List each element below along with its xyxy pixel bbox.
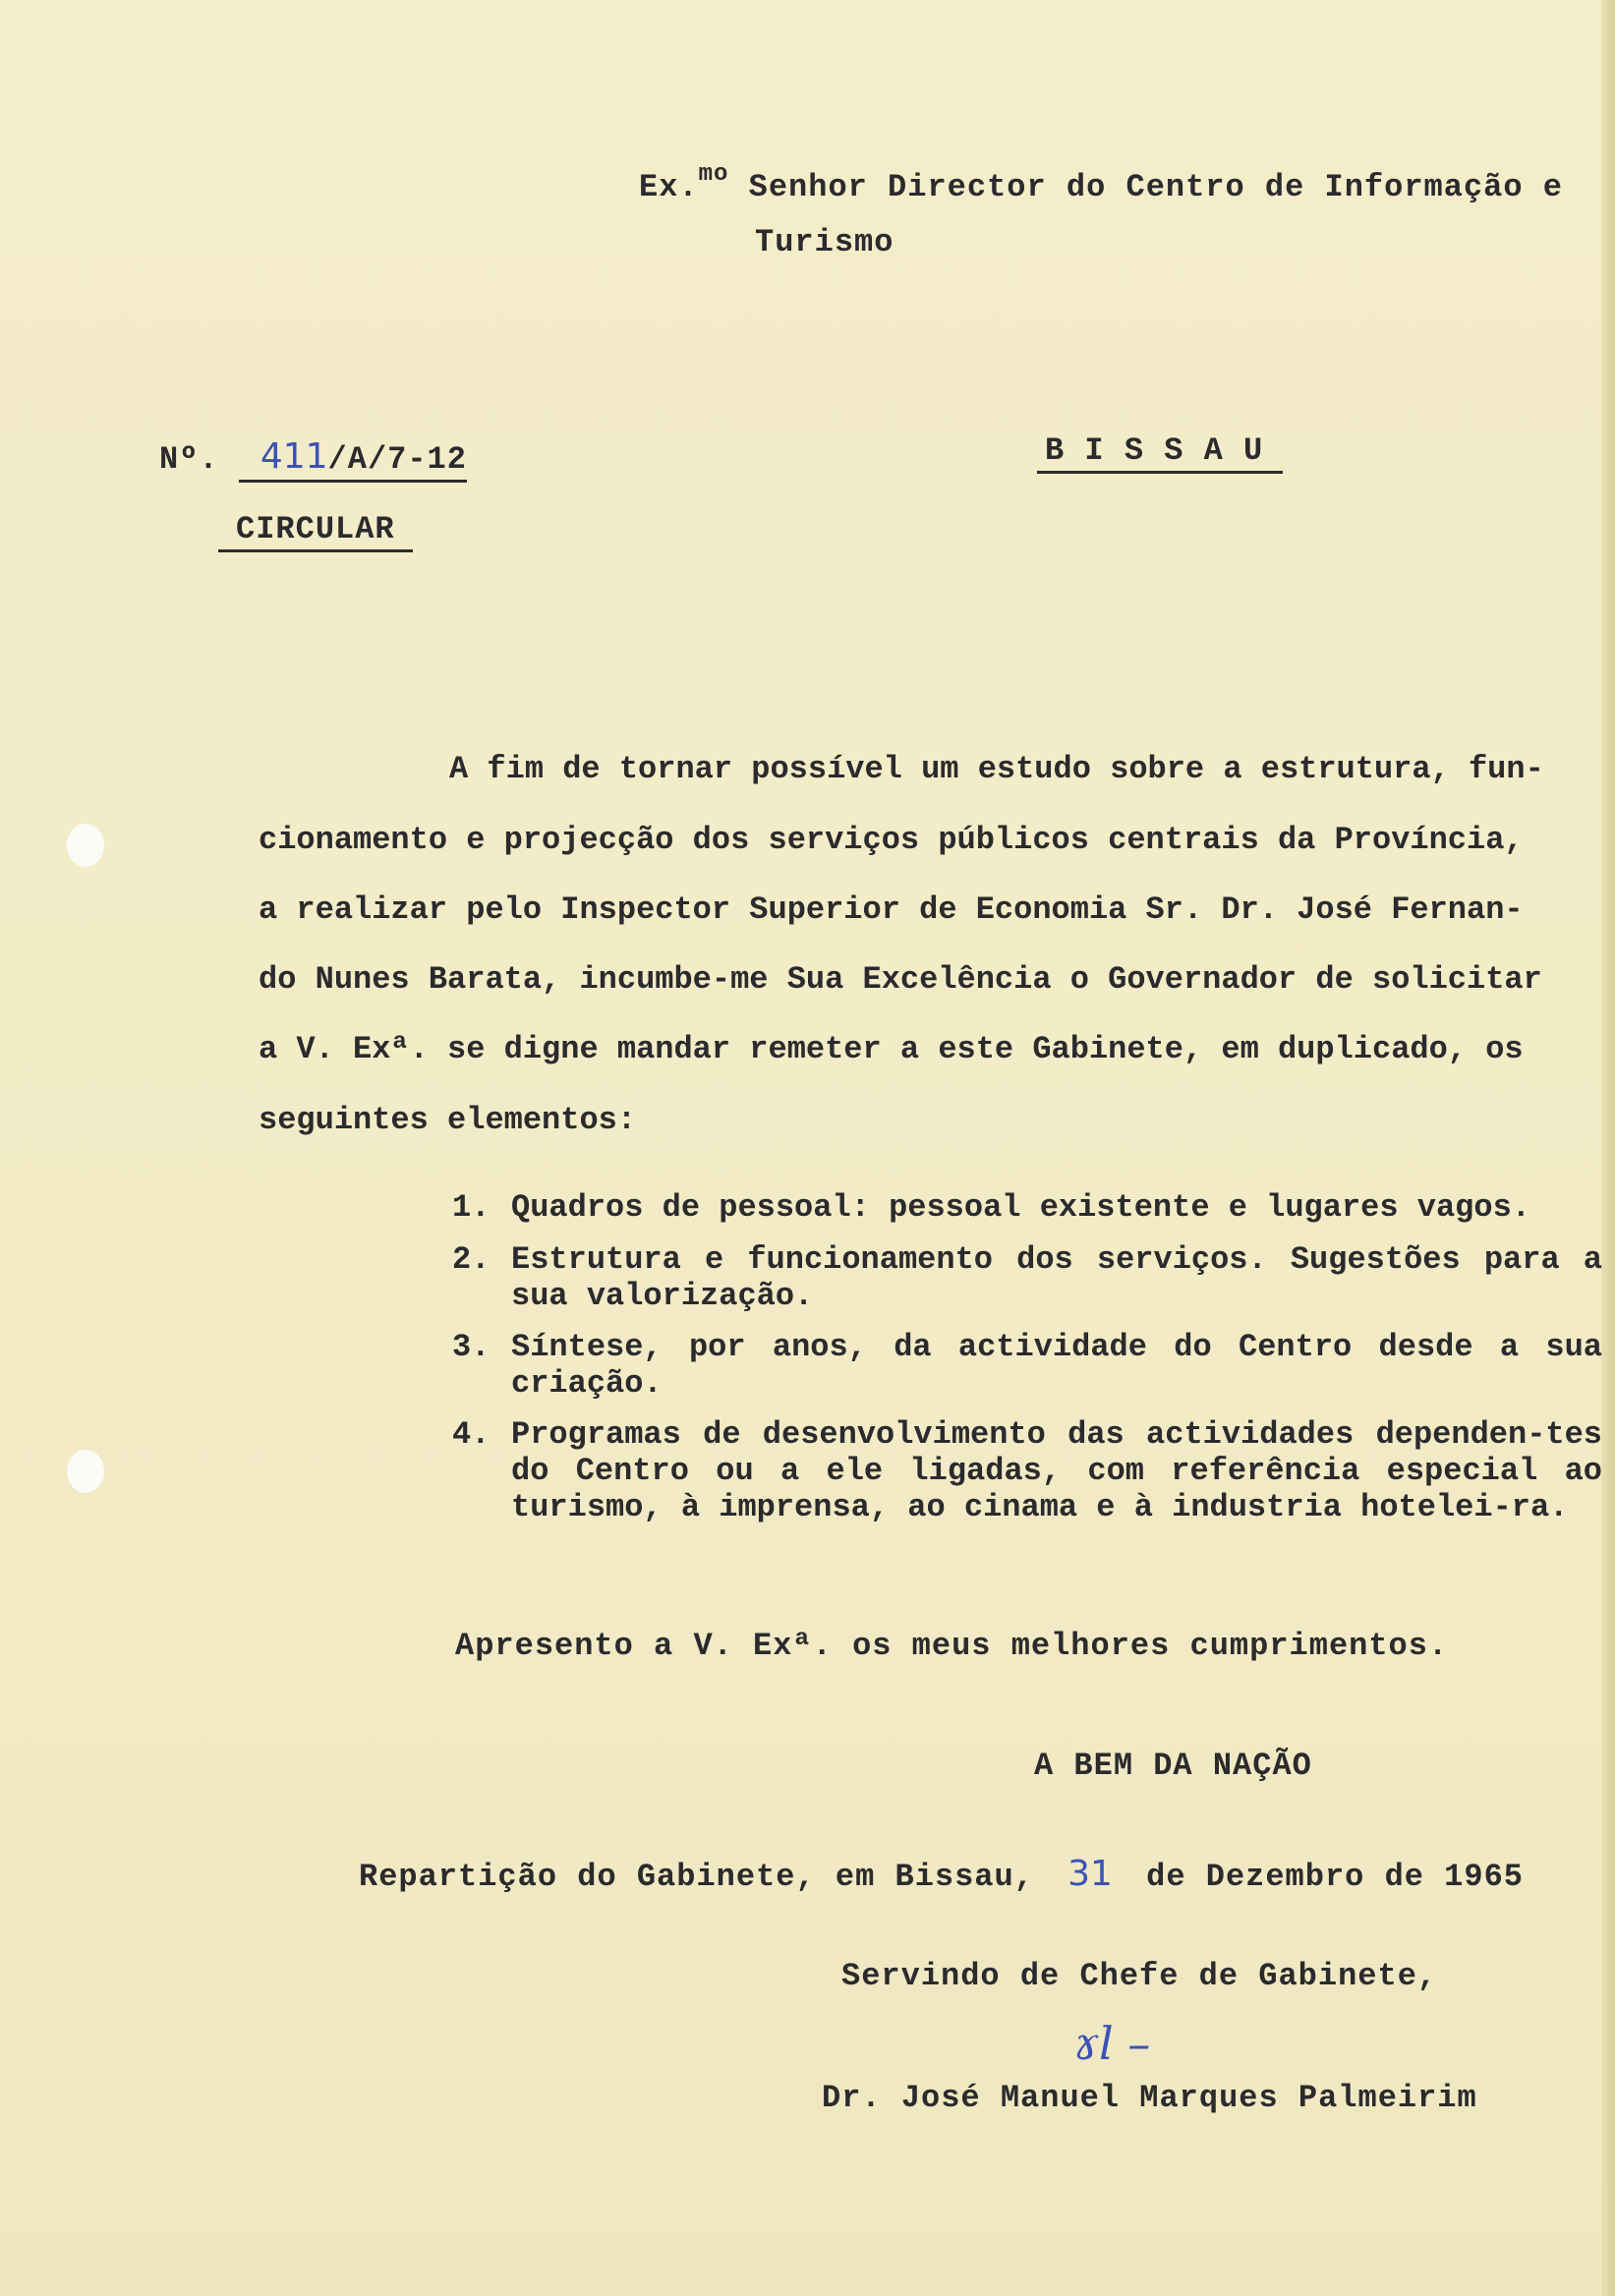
date-suffix: de Dezembro de 1965 <box>1146 1859 1524 1895</box>
list-item-text: Estrutura e funcionamento dos serviços. Sugestões para a sua valorização. <box>511 1241 1602 1314</box>
signature-mark: ɤl – <box>1073 2017 1151 2070</box>
list-item-number: 3. <box>452 1329 490 1365</box>
handwritten-number: 411 <box>260 436 328 477</box>
list-item-number: 2. <box>452 1241 490 1278</box>
punch-hole-bottom <box>67 1450 104 1493</box>
number-field <box>239 436 467 483</box>
circular-label: CIRCULAR <box>218 511 413 552</box>
addressee-text: Senhor Director do Centro de Informação e <box>748 169 1563 205</box>
date-line <box>359 1854 1524 1895</box>
list-item-text: Programas de desenvolvimento das actividades dependen-tes do Centro ou a ele ligadas, com referência especial ao turismo, à imprensa, ao cinama e à industria hotelei-ra. <box>511 1416 1602 1525</box>
list-item-text: Quadros de pessoal: pessoal existente e lugares vagos. <box>511 1189 1530 1226</box>
list-item-number: 4. <box>452 1416 490 1453</box>
list-item-text: Síntese, por anos, da actividade do Centro desde a sua criação. <box>511 1329 1602 1402</box>
body-line-2: cionamento e projecção dos serviços públicos centrais da Província, <box>259 822 1524 858</box>
signatory-name: Dr. José Manuel Marques Palmeirim <box>822 2080 1477 2116</box>
closing-motto: A BEM DA NAÇÃO <box>1034 1748 1312 1784</box>
addressee-abbrev: Ex. <box>639 169 699 205</box>
handwritten-day: 31 <box>1067 1854 1113 1894</box>
date-prefix: Repartição do Gabinete, em Bissau, <box>359 1859 1034 1895</box>
reference-number <box>159 436 467 478</box>
addressee-superscript: mo <box>698 161 729 188</box>
body-line-6: seguintes elementos: <box>259 1102 637 1138</box>
punch-hole-top <box>67 824 104 867</box>
paper-edge <box>1601 0 1615 2296</box>
list-item-number: 1. <box>452 1189 490 1226</box>
body-line-1: A fim de tornar possível um estudo sobre a estrutura, fun- <box>449 751 1544 787</box>
number-suffix: /A/7-12 <box>327 441 467 478</box>
number-label: Nº. <box>159 441 219 478</box>
place-heading: B I S S A U <box>1037 432 1283 474</box>
body-line-5: a V. Exª. se digne mandar remeter a este Gabinete, em duplicado, os <box>259 1031 1524 1067</box>
addressee-line-2: Turismo <box>755 224 894 260</box>
body-line-4: do Nunes Barata, incumbe-me Sua Excelência o Governador de solicitar <box>259 961 1542 998</box>
addressee-line-1 <box>639 161 1563 205</box>
signatory-role: Servindo de Chefe de Gabinete, <box>841 1958 1438 1994</box>
closing-greeting: Apresento a V. Exª. os meus melhores cumprimentos. <box>455 1628 1449 1664</box>
body-line-3: a realizar pelo Inspector Superior de Economia Sr. Dr. José Fernan- <box>259 891 1524 928</box>
